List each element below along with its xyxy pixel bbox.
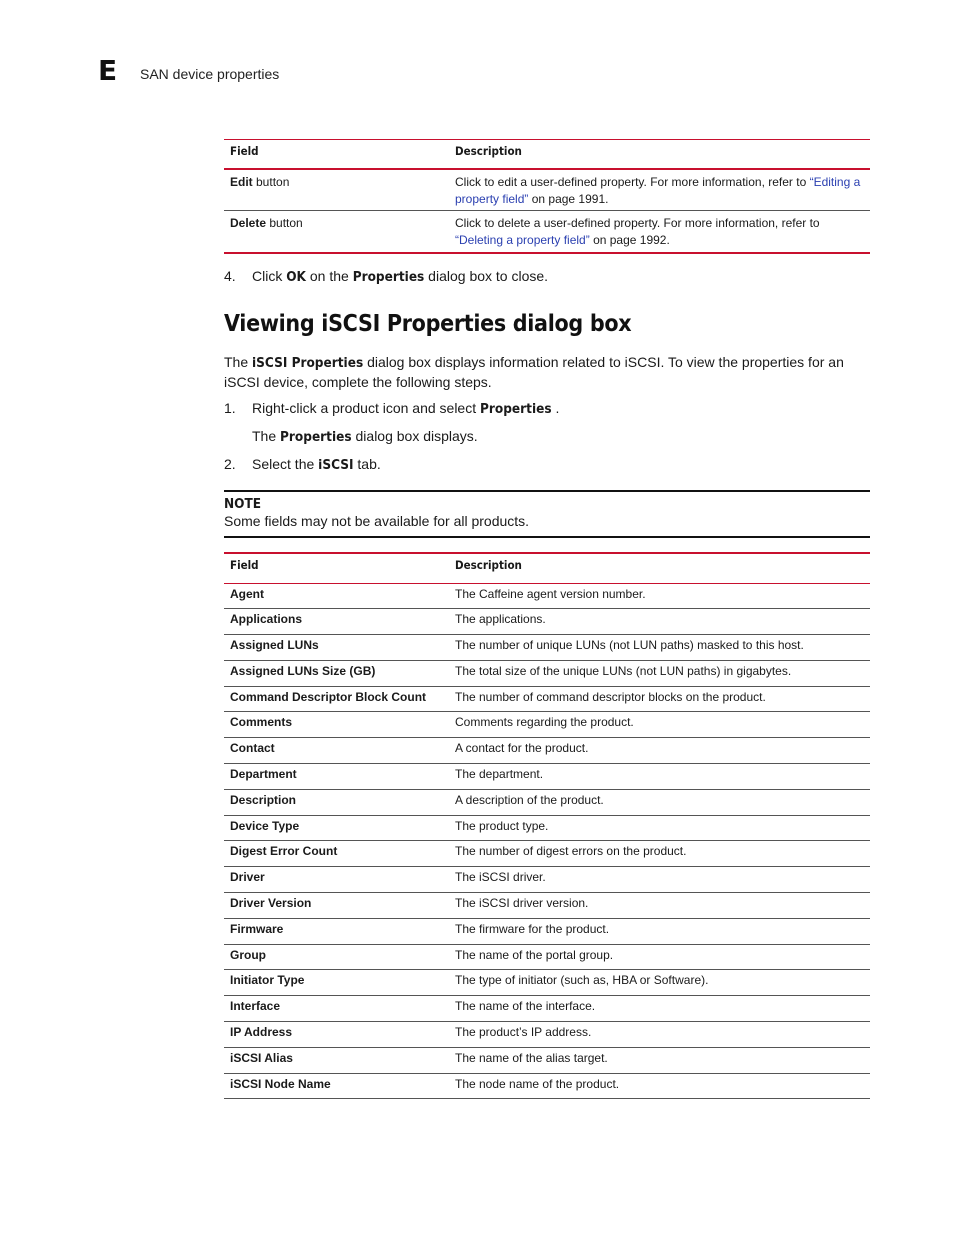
table-row: [224, 169, 870, 211]
table-row: [224, 211, 870, 253]
table-header-row: [224, 140, 870, 169]
table-row: [224, 1073, 870, 1099]
ui-term: OK: [286, 269, 306, 285]
ui-term: Properties: [352, 269, 425, 285]
step-text: Select the: [252, 456, 319, 472]
chapter-letter: E: [98, 54, 118, 87]
field-description: The Caffeine agent version number.: [455, 586, 646, 601]
field-description: The name of the alias target.: [455, 1050, 608, 1065]
field-name: Driver Version: [230, 896, 312, 911]
page-reference: on page 1991.: [528, 191, 609, 206]
field-description: Comments regarding the product.: [455, 715, 634, 730]
running-head: SAN device properties: [140, 66, 280, 82]
table-row: [224, 944, 870, 970]
table-row: [224, 918, 870, 944]
field-description: The product’s IP address.: [455, 1025, 592, 1040]
field-name: Digest Error Count: [230, 844, 338, 859]
field-name: Contact: [230, 741, 275, 756]
step-text: dialog box displays.: [351, 428, 478, 444]
field-name: Group: [230, 947, 266, 962]
field-name: Driver: [230, 870, 265, 885]
buttons-table: [224, 139, 870, 254]
field-description: The number of digest errors on the product.: [455, 844, 687, 859]
table-row: [224, 712, 870, 738]
step-text: tab.: [353, 456, 381, 472]
field-description: The total size of the unique LUNs (not LUN paths) in gigabytes.: [455, 663, 792, 678]
intro-text: dialog box displays information related to iSCSI. To view the properties for an iSCSI device, complete the following steps.: [224, 354, 844, 390]
field-name: Assigned LUNs Size (GB): [230, 663, 376, 678]
field-name: Comments: [230, 715, 293, 730]
table-row: [224, 764, 870, 790]
step-4: [224, 268, 548, 285]
note-text: Some fields may not be available for all products.: [224, 513, 530, 529]
field-description: The node name of the product.: [455, 1076, 620, 1091]
column-header-description: Description: [455, 144, 522, 158]
table-row: [224, 841, 870, 867]
step-number: 2.: [224, 456, 236, 472]
table-row: [224, 635, 870, 661]
step-number: 1.: [224, 400, 236, 416]
description-cell: [449, 169, 870, 211]
field-description: The number of unique LUNs (not LUN paths) masked to this host.: [455, 638, 804, 653]
table-header-row: [224, 553, 870, 583]
field-description: The iSCSI driver version.: [455, 896, 589, 911]
table-row: [224, 789, 870, 815]
ui-term: Properties: [280, 429, 352, 445]
table-row: [224, 815, 870, 841]
step-text: dialog box to close.: [424, 268, 549, 284]
intro-paragraph: [224, 353, 874, 392]
field-name: IP Address: [230, 1025, 293, 1040]
table-row: [224, 583, 870, 609]
field-description: The applications.: [455, 612, 546, 627]
table-row: [224, 893, 870, 919]
cross-reference-link[interactable]: “Deleting a property field”: [455, 233, 590, 247]
step-1: [224, 400, 559, 417]
step-text: The: [252, 428, 281, 444]
step-text: Click: [252, 268, 287, 284]
field-name: Firmware: [230, 921, 284, 936]
field-name: Delete: [230, 216, 267, 230]
ui-term: iSCSI: [318, 457, 354, 473]
table-row: [224, 686, 870, 712]
field-name: Department: [230, 767, 297, 782]
field-description: A contact for the product.: [455, 741, 589, 756]
step-text: .: [551, 400, 560, 416]
field-name: Device Type: [230, 818, 300, 833]
step-text: Right-click a product icon and select: [252, 400, 480, 416]
field-name: Assigned LUNs: [230, 638, 319, 653]
column-header-description: Description: [455, 558, 522, 572]
field-name: Command Descriptor Block Count: [230, 689, 427, 704]
iscsi-properties-table: [224, 552, 870, 1099]
ui-term: iSCSI Properties: [252, 355, 364, 371]
note-label: NOTE: [224, 496, 262, 512]
cross-reference-link[interactable]: “Editing a property field”: [455, 174, 861, 206]
field-name: Applications: [230, 612, 303, 627]
field-name: Edit: [230, 174, 253, 189]
field-cell: [224, 169, 449, 211]
section-heading: Viewing iSCSI Properties dialog box: [224, 311, 632, 337]
description-cell: [449, 211, 870, 253]
table-row: [224, 1022, 870, 1048]
ui-term: Properties: [480, 401, 552, 417]
field-description: The firmware for the product.: [455, 921, 610, 936]
field-name: iSCSI Alias: [230, 1050, 293, 1065]
field-suffix: button: [252, 174, 290, 189]
table-row: [224, 738, 870, 764]
field-name: Initiator Type: [230, 973, 305, 988]
field-description: The name of the interface.: [455, 999, 596, 1014]
step-text: on the: [305, 268, 353, 284]
table-row: [224, 867, 870, 893]
step-2: [224, 456, 381, 473]
table-row: [224, 660, 870, 686]
table-body: [224, 583, 870, 1099]
field-description: The department.: [455, 767, 544, 782]
field-suffix: button: [266, 216, 303, 230]
column-header-field: Field: [230, 144, 259, 158]
field-name: Agent: [230, 586, 264, 601]
intro-text: The: [224, 354, 253, 370]
description-text: Click to edit a user-defined property. For more information, refer to: [455, 174, 810, 189]
field-name: Interface: [230, 999, 281, 1014]
table-row: [224, 970, 870, 996]
table-row: [224, 996, 870, 1022]
table-row: [224, 609, 870, 635]
field-description: The name of the portal group.: [455, 947, 614, 962]
note-box: [224, 490, 870, 538]
field-name: iSCSI Node Name: [230, 1076, 331, 1091]
page-reference: on page 1992.: [589, 233, 670, 247]
field-description: The type of initiator (such as, HBA or Software).: [455, 973, 709, 988]
field-description: The number of command descriptor blocks on the product.: [455, 689, 766, 704]
description-text: Click to delete a user-defined property. For more information, refer to: [455, 216, 820, 230]
field-name: Description: [230, 792, 297, 807]
field-cell: [224, 211, 449, 253]
field-description: The iSCSI driver.: [455, 870, 546, 885]
step-number: 4.: [224, 268, 236, 284]
table-row: [224, 1047, 870, 1073]
step-1-result: [252, 428, 478, 445]
field-description: A description of the product.: [455, 792, 604, 807]
column-header-field: Field: [230, 558, 259, 572]
field-description: The product type.: [455, 818, 549, 833]
